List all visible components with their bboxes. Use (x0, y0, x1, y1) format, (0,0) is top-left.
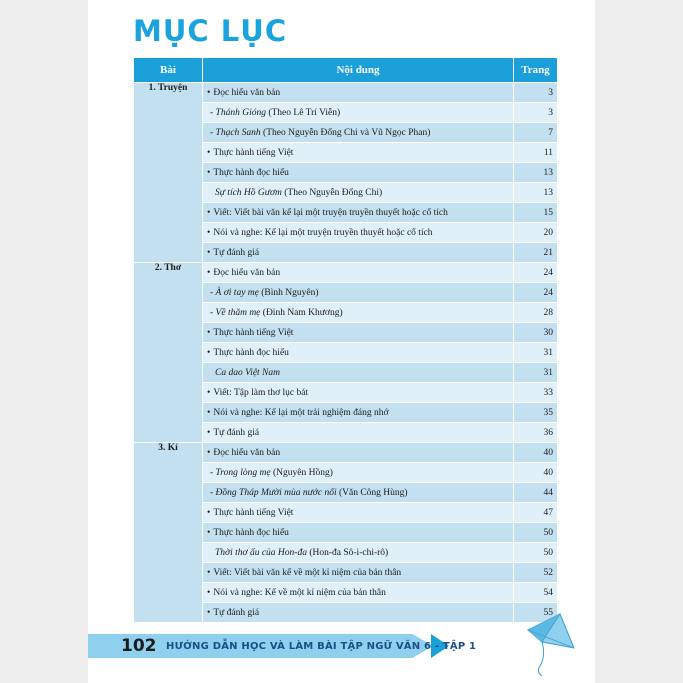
bullet-icon: • (207, 347, 211, 358)
toc-item[interactable] (203, 523, 514, 543)
bullet-icon: • (207, 227, 211, 238)
page-ref: 31 (514, 363, 558, 383)
toc-item[interactable] (203, 363, 514, 383)
page-ref: 7 (514, 123, 558, 143)
toc-item[interactable] (203, 223, 514, 243)
item-text: Thực hành tiếng Việt (213, 147, 294, 158)
bullet-icon: • (207, 327, 211, 338)
toc-item[interactable] (203, 183, 514, 203)
item-text: Thực hành đọc hiểu (213, 527, 289, 538)
page-ref: 30 (514, 323, 558, 343)
toc-item[interactable] (203, 143, 514, 163)
item-text: Thực hành tiếng Việt (213, 507, 294, 518)
toc-item[interactable] (203, 263, 514, 283)
toc-item[interactable] (203, 163, 514, 183)
page-ref: 24 (514, 283, 558, 303)
item-text: Đọc hiểu văn bản (213, 267, 281, 278)
toc-item[interactable] (203, 583, 514, 603)
page-ref: 21 (514, 243, 558, 263)
toc-item[interactable] (203, 483, 514, 503)
page-ref: 36 (514, 423, 558, 443)
page-ref: 50 (514, 543, 558, 563)
bullet-icon: • (207, 167, 211, 178)
toc-row (134, 263, 558, 283)
work-title: Về thăm mẹ (215, 307, 261, 318)
toc-row (134, 443, 558, 463)
item-text: Đọc hiểu văn bản (213, 447, 281, 458)
item-text: Tự đánh giá (213, 607, 260, 618)
bullet-icon: • (207, 427, 211, 438)
toc-item[interactable] (203, 463, 514, 483)
page-ref: 55 (514, 603, 558, 623)
bullet-icon: • (207, 387, 211, 398)
toc-item[interactable] (203, 403, 514, 423)
page-ref: 33 (514, 383, 558, 403)
page-ref: 31 (514, 343, 558, 363)
toc-body (134, 83, 558, 623)
work-title: À ơi tay mẹ (215, 287, 259, 298)
toc-item[interactable] (203, 383, 514, 403)
work-title: Sự tích Hồ Gươm (215, 187, 282, 198)
work-author: (Văn Công Hùng) (336, 487, 408, 498)
item-text: Viết: Viết bài văn kể lại một truyện truyền thuyết hoặc cổ tích (213, 207, 448, 218)
work-title: Thời thơ ấu của Hon-đa (215, 547, 307, 558)
work-author: (Theo Nguyễn Đổng Chi) (281, 187, 383, 198)
lesson-name: 3. Kí (134, 443, 203, 623)
lesson-name: 1. Truyện (134, 83, 203, 263)
work-title: Đồng Tháp Mười mùa nước nổi (215, 487, 337, 498)
lesson-name: 2. Thơ (134, 263, 203, 443)
dash-marker: - (210, 107, 216, 118)
toc-item[interactable] (203, 203, 514, 223)
item-text: Thực hành tiếng Việt (213, 327, 294, 338)
toc-item[interactable] (203, 243, 514, 263)
work-author: (Theo Nguyễn Đổng Chi và Vũ Ngọc Phan) (260, 127, 431, 138)
work-author: (Theo Lê Trí Viễn) (265, 107, 341, 118)
page-ref: 40 (514, 443, 558, 463)
toc-item[interactable] (203, 323, 514, 343)
bullet-icon: • (207, 207, 211, 218)
page-ref: 20 (514, 223, 558, 243)
page-ref: 47 (514, 503, 558, 523)
item-text: Viết: Tập làm thơ lục bát (213, 387, 309, 398)
page-ref: 24 (514, 263, 558, 283)
header-content: Nội dung (203, 58, 514, 83)
page-title: MỤC LỤC (133, 14, 288, 48)
toc-item[interactable] (203, 123, 514, 143)
work-title: Ca dao Việt Nam (215, 367, 281, 378)
book-title: HƯỚNG DẪN HỌC VÀ LÀM BÀI TẬP NGỮ VĂN 6 - TẬP 1 (166, 641, 477, 652)
item-text: Nói và nghe: Kể lại một truyện truyền thuyết hoặc cổ tích (213, 227, 433, 238)
work-author: (Nguyên Hồng) (270, 467, 333, 478)
item-text: Tự đánh giá (213, 427, 260, 438)
toc-item[interactable] (203, 563, 514, 583)
work-author: (Bình Nguyên) (258, 287, 319, 298)
bullet-icon: • (207, 87, 211, 98)
kite-icon (520, 612, 580, 678)
work-author: (Hon-đa Sô-i-chi-rô) (306, 547, 389, 558)
work-author: (Đinh Nam Khương) (260, 307, 343, 318)
toc-item[interactable] (203, 443, 514, 463)
header-lesson: Bài (134, 58, 203, 83)
page-ref: 13 (514, 163, 558, 183)
item-text: Đọc hiểu văn bản (213, 87, 281, 98)
toc-header-row (134, 58, 558, 83)
work-title: Thánh Gióng (215, 107, 266, 118)
toc-item[interactable] (203, 303, 514, 323)
item-text: Nói và nghe: Kể lại một trải nghiệm đáng nhớ (213, 407, 389, 418)
page-ref: 3 (514, 103, 558, 123)
page-ref: 3 (514, 83, 558, 103)
toc-item[interactable] (203, 543, 514, 563)
bullet-icon: • (207, 527, 211, 538)
toc-item[interactable] (203, 343, 514, 363)
page-ref: 44 (514, 483, 558, 503)
bullet-icon: • (207, 447, 211, 458)
toc-item[interactable] (203, 503, 514, 523)
page-ref: 54 (514, 583, 558, 603)
toc-item[interactable] (203, 603, 514, 623)
page-ref: 52 (514, 563, 558, 583)
toc-item[interactable] (203, 283, 514, 303)
bullet-icon: • (207, 607, 211, 618)
page-ref: 40 (514, 463, 558, 483)
bullet-icon: • (207, 507, 211, 518)
header-page: Trang (514, 58, 558, 83)
page-ref: 15 (514, 203, 558, 223)
toc-item[interactable] (203, 83, 514, 103)
dash-marker: - (210, 287, 216, 298)
bullet-icon: • (207, 147, 211, 158)
dash-marker: - (210, 307, 216, 318)
dash-marker: - (210, 487, 216, 498)
item-text: Thực hành đọc hiểu (213, 347, 289, 358)
dash-marker: - (210, 127, 216, 138)
bullet-icon: • (207, 567, 211, 578)
bullet-icon: • (207, 267, 211, 278)
bullet-icon: • (207, 587, 211, 598)
page-ref: 50 (514, 523, 558, 543)
item-text: Tự đánh giá (213, 247, 260, 258)
page-ref: 13 (514, 183, 558, 203)
dash-marker: - (210, 467, 216, 478)
toc-item[interactable] (203, 103, 514, 123)
bullet-icon: • (207, 407, 211, 418)
page-number: 102 (121, 636, 157, 656)
item-text: Nói và nghe: Kể về một kỉ niệm của bản thân (213, 587, 386, 598)
bullet-icon: • (207, 247, 211, 258)
page-ref: 11 (514, 143, 558, 163)
work-title: Trong lòng mẹ (215, 467, 271, 478)
toc-row (134, 83, 558, 103)
item-text: Thực hành đọc hiểu (213, 167, 289, 178)
toc-table (133, 57, 558, 623)
page-ref: 28 (514, 303, 558, 323)
work-title: Thạch Sanh (215, 127, 261, 138)
item-text: Viết: Viết bài văn kể về một kỉ niệm của bản thân (213, 567, 402, 578)
toc-item[interactable] (203, 423, 514, 443)
page-ref: 35 (514, 403, 558, 423)
